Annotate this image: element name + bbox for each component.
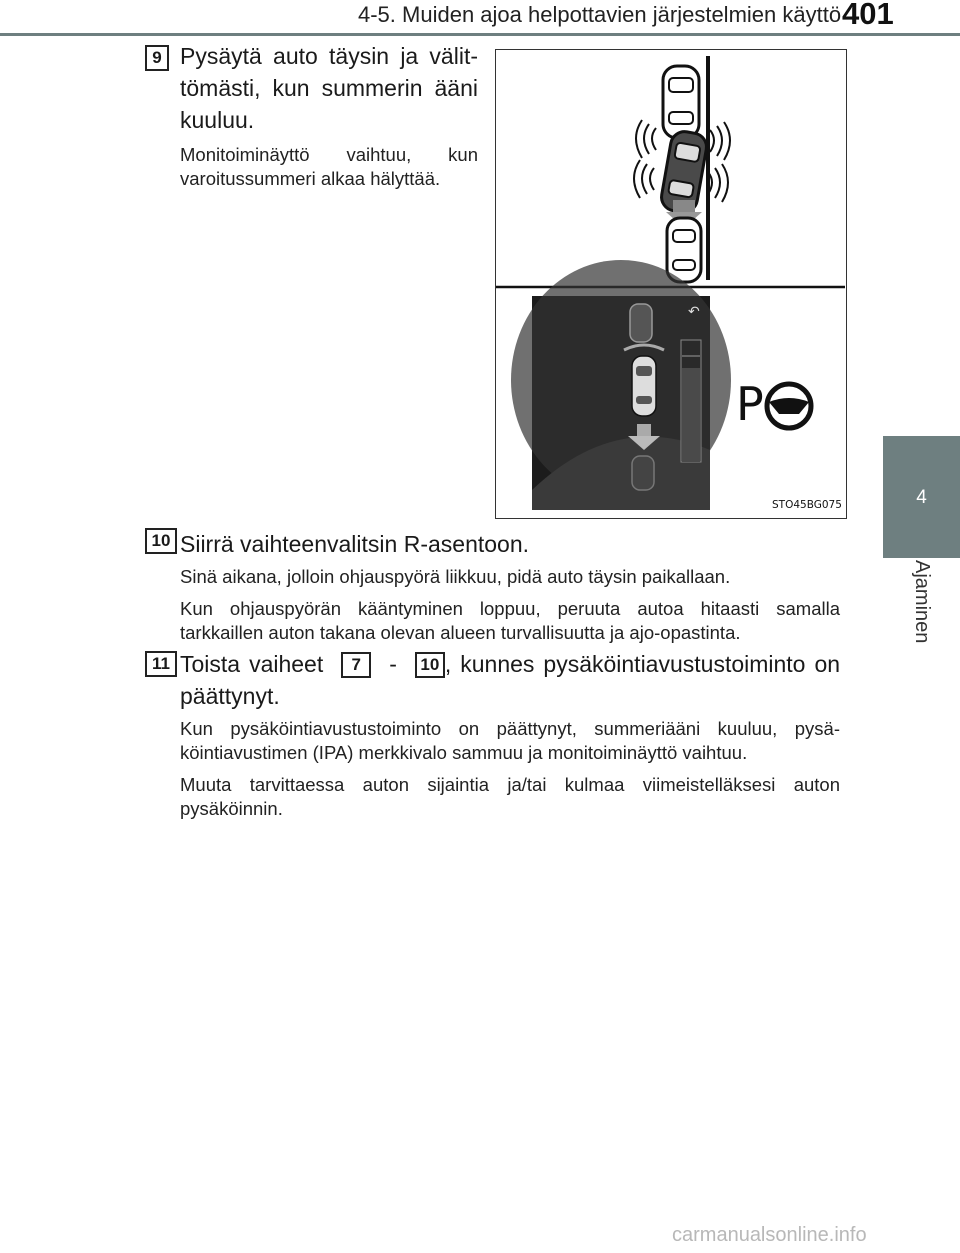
figure-code: STO45BG075: [772, 499, 842, 511]
header-rule: [0, 33, 960, 36]
parked-car-rear-icon: [667, 218, 701, 282]
step-9-description: Monitoiminäyttö vaihtuu, kun varoitussummeri alkaa hälyttää.: [180, 144, 478, 189]
parking-illustration: [495, 49, 847, 519]
step-9-title: Pysäytä auto täysin ja välit-tömästi, kun summerin ääni kuuluu.: [180, 43, 478, 133]
ipa-indicator-icon: [736, 377, 811, 431]
chapter-name: Ajaminen: [911, 560, 933, 644]
svg-text:↶: ↶: [688, 304, 700, 320]
step-11-description-2: Muuta tarvittaessa auton sijaintia ja/tai kulmaa viimeistelläksesi auton pysäköinnin.: [180, 774, 840, 819]
step-11-title: [180, 648, 840, 712]
parked-car-front-icon: [663, 66, 699, 138]
step-10-description-1: Sinä aikana, jolloin ohjauspyörä liikkuu, pidä auto täysin paikallaan.: [180, 566, 731, 587]
step-ref-10: 10: [415, 652, 445, 678]
step-11-description-1: Kun pysäköintiavustustoiminto on päättynyt, summeriääni kuuluu, pysä-köintiavustimen (IPA) merkkivalo sammuu ja monitoiminäyttö vaihtuu.: [180, 718, 840, 763]
step-11-title-before: Toista vaiheet: [180, 651, 324, 677]
step-badge-9: 9: [145, 45, 169, 71]
indicator-letter: P: [736, 377, 764, 431]
step-10-title: Siirrä vaihteenvalitsin R-asentoon.: [180, 531, 530, 557]
multi-information-display: [511, 260, 731, 510]
step-11-dash: -: [389, 651, 397, 677]
step-11-title-after: , kunnes pysäköintiavustustoiminto on päättynyt.: [180, 651, 841, 709]
step-badge-10: 10: [145, 528, 177, 554]
chapter-number: 4: [916, 487, 927, 508]
step-badge-11: 11: [145, 651, 177, 677]
watermark: carmanualsonline.info: [672, 1224, 867, 1246]
page-number: 401: [842, 0, 894, 31]
step-10-description-2: Kun ohjauspyörän kääntyminen loppuu, peruuta autoa hitaasti samalla tarkkaillen auton takana olevan alueen turvallisuutta ja ajo-opastinta.: [180, 598, 840, 643]
running-header: 4-5. Muiden ajoa helpottavien järjestelmien käyttö: [358, 2, 842, 27]
step-ref-7: 7: [341, 652, 371, 678]
